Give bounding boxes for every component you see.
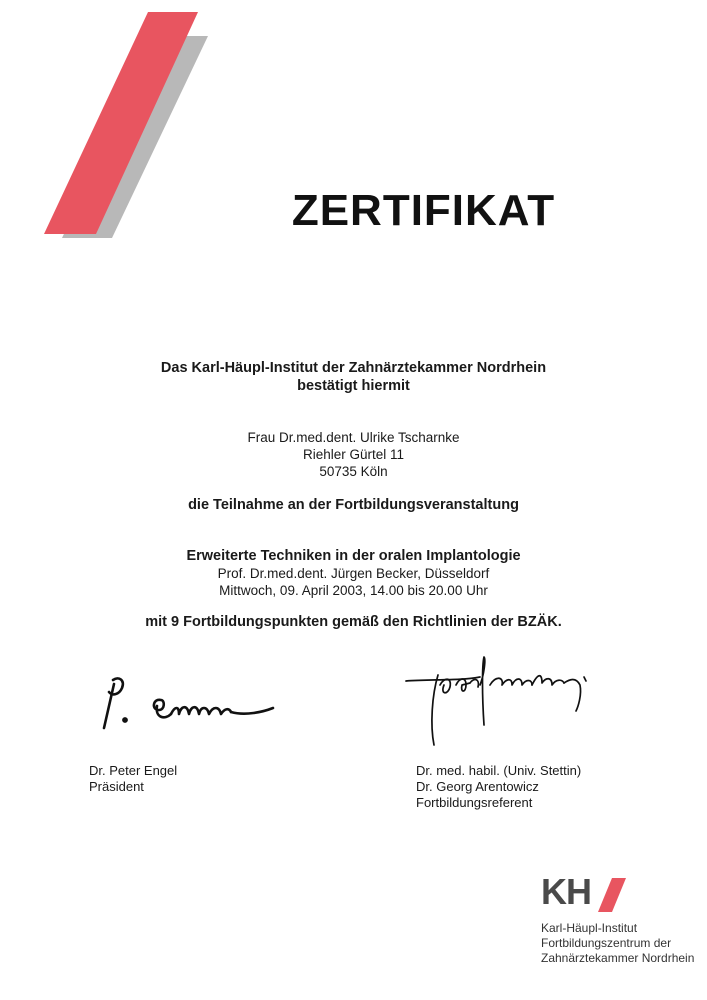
- participant-name: Frau Dr.med.dent. Ulrike Tscharnke: [247, 430, 460, 445]
- logo-line-2: Fortbildungszentrum der: [541, 936, 672, 950]
- points-statement: mit 9 Fortbildungspunkten gemäß den Richtlinien der BZÄK.: [145, 614, 562, 630]
- signer-right-role: Fortbildungsreferent: [416, 795, 533, 810]
- course-date: Mittwoch, 09. April 2003, 14.00 bis 20.00 Uhr: [219, 583, 488, 598]
- signer-left-name: Dr. Peter Engel: [89, 763, 178, 778]
- kh-logo-text: [541, 921, 694, 966]
- course-lecturer: Prof. Dr.med.dent. Jürgen Becker, Düsseldorf: [217, 566, 490, 581]
- signer-left-role: Präsident: [89, 779, 144, 794]
- logo-line-3: Zahnärztekammer Nordrhein: [541, 951, 695, 965]
- participation-statement: die Teilnahme an der Fortbildungsveranstaltung: [188, 497, 519, 513]
- certificate-title: ZERTIFIKAT: [291, 186, 556, 235]
- kh-logo-slash: [598, 878, 628, 912]
- signer-right-title: Dr. med. habil. (Univ. Stettin): [416, 763, 582, 778]
- kh-logo-letters: KH: [541, 871, 591, 912]
- participant-street: Riehler Gürtel 11: [302, 447, 405, 462]
- intro-line-2: bestätigt hiermit: [297, 378, 410, 394]
- signature-georg-arentowicz: [400, 655, 600, 750]
- participant-city: 50735 Köln: [319, 464, 388, 479]
- intro-line-1: Das Karl-Häupl-Institut der Zahnärztekammer Nordrhein: [160, 360, 547, 376]
- course-title: Erweiterte Techniken in der oralen Implantologie: [186, 548, 521, 564]
- signature-peter-engel: [95, 670, 295, 735]
- signer-right-name: Dr. Georg Arentowicz: [416, 779, 539, 794]
- logo-line-1: Karl-Häupl-Institut: [541, 921, 638, 935]
